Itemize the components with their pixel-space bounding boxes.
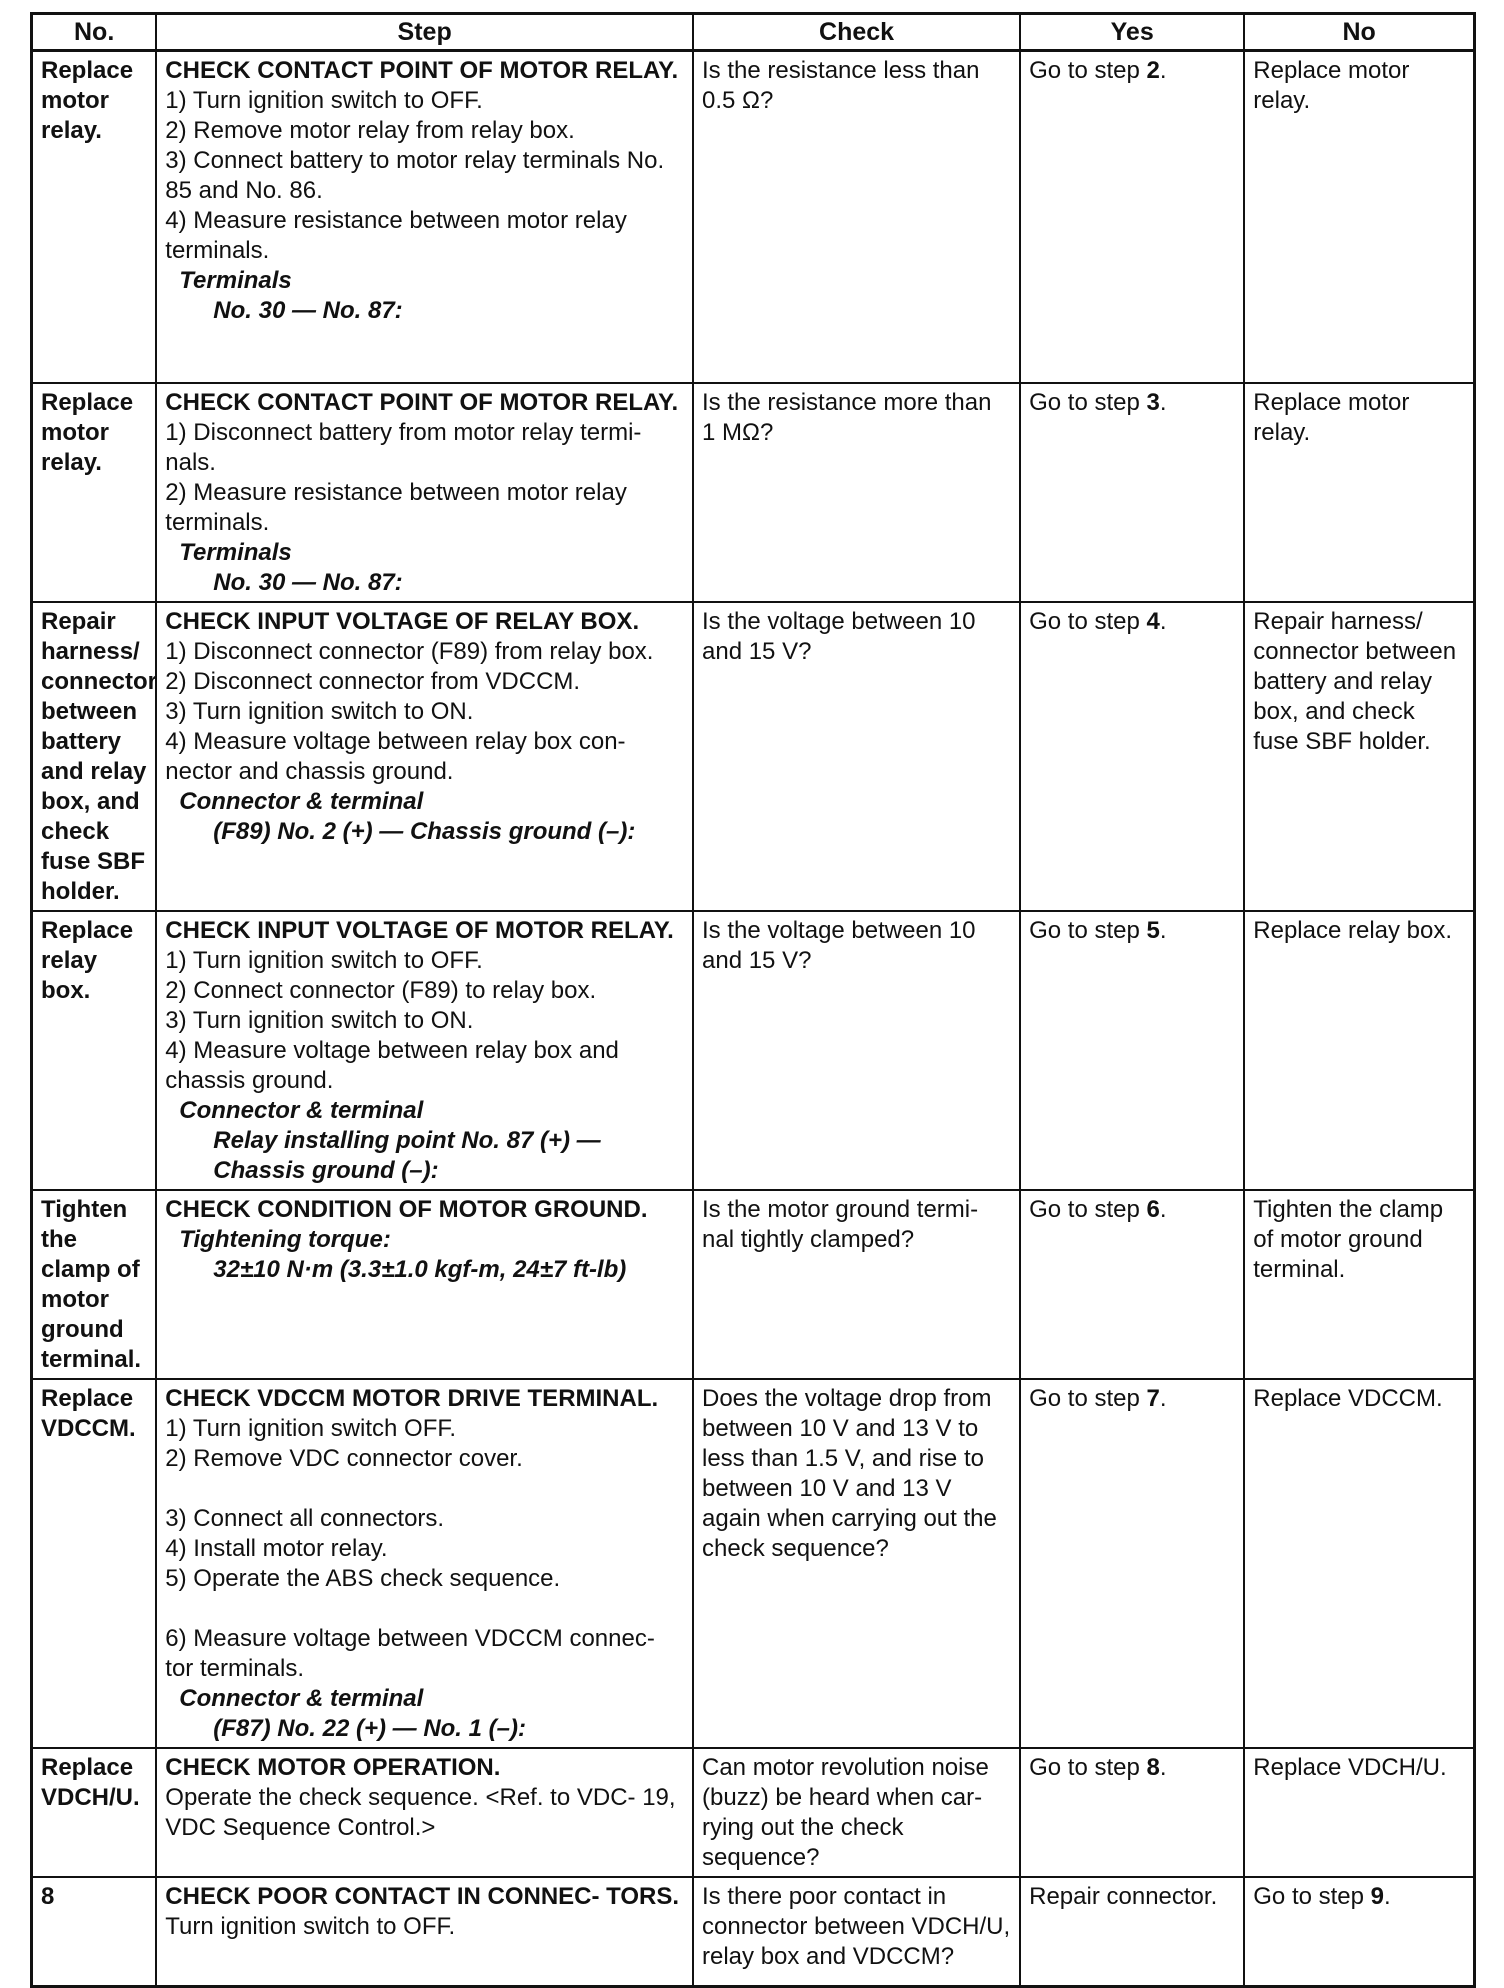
no-cell: [1244, 1379, 1474, 1748]
yes-prefix: Go to step: [1029, 57, 1147, 84]
table-body: [32, 51, 1475, 1987]
yes-prefix: Go to step: [1029, 388, 1147, 416]
step-number: Tighten the clamp of motor ground terminal.: [32, 1190, 157, 1379]
spec-value: Chassis ground (–):: [213, 1156, 439, 1184]
step-number: Replace VDCCM.: [32, 1379, 157, 1748]
step-instruction: 4) Install motor relay.: [165, 1534, 388, 1562]
step-title: CHECK CONTACT POINT OF MOTOR RELAY.: [165, 57, 679, 84]
yes-suffix: .: [1159, 916, 1167, 944]
table-row: [32, 911, 1475, 1190]
yes-step-number: 6: [1146, 1195, 1160, 1223]
spec-value: (F87) No. 22 (+) — No. 1 (–):: [213, 1714, 526, 1742]
spec-label: Terminals: [179, 538, 292, 566]
check-cell: Is the resistance more than 1 MΩ?: [693, 383, 1020, 602]
step-instruction: 3) Turn ignition switch to ON.: [165, 1006, 474, 1034]
yes-suffix: .: [1159, 388, 1167, 416]
step-number: 8: [32, 1877, 157, 1987]
no-cell: [1244, 1748, 1474, 1877]
step-title: CHECK INPUT VOLTAGE OF MOTOR RELAY.: [165, 916, 674, 944]
no-cell: [1244, 911, 1474, 1190]
no-action: Replace motor relay.: [1253, 388, 1410, 446]
check-cell: Does the voltage drop from between 10 V and 13 V to less than 1.5 V, and rise to between 10 V and 13 V again when carrying out the check sequence?: [693, 1379, 1020, 1748]
no-action: Tighten the clamp of motor ground terminal.: [1253, 1195, 1444, 1283]
yes-prefix: Go to step: [1029, 1195, 1147, 1223]
step-number: Replace relay box.: [32, 911, 157, 1190]
step-title: CHECK POOR CONTACT IN CONNEC- TORS.: [165, 1882, 680, 1910]
yes-cell: [1020, 383, 1244, 602]
no-cell: [1244, 1190, 1474, 1379]
step-title: CHECK MOTOR OPERATION.: [165, 1753, 501, 1781]
yes-step-number: 5: [1146, 916, 1160, 944]
step-instruction: 1) Disconnect connector (F89) from relay box.: [165, 637, 654, 665]
no-action: Repair harness/ connector between battery and relay box, and check fuse SBF holder.: [1253, 607, 1457, 755]
no-prefix: Go to step: [1253, 1882, 1371, 1910]
step-cell: [156, 1748, 693, 1877]
table-row: [32, 1877, 1475, 1987]
yes-cell: [1020, 602, 1244, 911]
step-number: Replace VDCH/U.: [32, 1748, 157, 1877]
check-cell: Is the voltage between 10 and 15 V?: [693, 911, 1020, 1190]
check-cell: Is there poor contact in connector between VDCH/U, relay box and VDCCM?: [693, 1877, 1020, 1987]
step-instruction: 1) Turn ignition switch to OFF.: [165, 87, 483, 114]
spec-label: Tightening torque:: [179, 1225, 391, 1253]
no-action: Replace motor relay.: [1253, 57, 1410, 114]
step-instruction: 2) Remove motor relay from relay box.: [165, 117, 575, 144]
step-cell: [156, 1190, 693, 1379]
spec-label: Terminals: [179, 267, 292, 294]
no-action: Replace VDCCM.: [1253, 1384, 1443, 1412]
check-cell: Can motor revolution noise (buzz) be heard when car- rying out the check sequence?: [693, 1748, 1020, 1877]
step-number: Replace motor relay.: [32, 51, 157, 383]
spec-value: Relay installing point No. 87 (+) —: [213, 1126, 601, 1154]
spec-label: Connector & terminal: [179, 1096, 424, 1124]
table-row: [32, 602, 1475, 911]
step-instruction: 2) Connect connector (F89) to relay box.: [165, 976, 597, 1004]
step-cell: [156, 51, 693, 383]
step-instruction: 2) Measure resistance between motor relay terminals.: [165, 478, 627, 536]
no-action: Replace relay box.: [1253, 916, 1453, 944]
yes-step-number: 8: [1146, 1753, 1160, 1781]
step-instruction: 5) Operate the ABS check sequence.: [165, 1564, 561, 1592]
header-no-result: No: [1244, 14, 1474, 51]
no-suffix: .: [1384, 1882, 1391, 1910]
no-cell: [1244, 1877, 1474, 1987]
step-instruction: 2) Disconnect connector from VDCCM.: [165, 667, 581, 695]
yes-suffix: .: [1159, 1384, 1167, 1412]
step-instruction: 3) Connect battery to motor relay terminals No. 85 and No. 86.: [165, 147, 665, 204]
step-instruction: Operate the check sequence. <Ref. to VDC- 19, VDC Sequence Control.>: [165, 1783, 676, 1841]
no-cell: [1244, 602, 1474, 911]
table-row: [32, 1379, 1475, 1748]
yes-cell: [1020, 1877, 1244, 1987]
yes-cell: [1020, 1190, 1244, 1379]
spacer: [165, 1474, 684, 1504]
header-row: [32, 14, 1475, 51]
yes-cell: [1020, 1379, 1244, 1748]
yes-prefix: Go to step: [1029, 916, 1147, 944]
step-cell: [156, 1877, 693, 1987]
header-step: Step: [156, 14, 693, 51]
step-title: CHECK CONTACT POINT OF MOTOR RELAY.: [165, 388, 679, 416]
yes-prefix: Go to step: [1029, 1384, 1147, 1412]
yes-suffix: .: [1159, 607, 1167, 635]
yes-step-number: 3: [1146, 388, 1160, 416]
yes-step-number: 2: [1146, 57, 1160, 84]
step-instruction: 1) Turn ignition switch OFF.: [165, 1414, 457, 1442]
step-instruction: 1) Turn ignition switch to OFF.: [165, 946, 483, 974]
spec-label: Connector & terminal: [179, 787, 424, 815]
yes-suffix: .: [1159, 1753, 1167, 1781]
yes-step-number: 7: [1146, 1384, 1160, 1412]
yes-action: Repair connector.: [1029, 1882, 1218, 1910]
spec-value: (F89) No. 2 (+) — Chassis ground (–):: [213, 817, 636, 845]
step-instruction: 4) Measure voltage between relay box con- nector and chassis ground.: [165, 727, 626, 785]
table-row: [32, 1748, 1475, 1877]
step-instruction: 3) Turn ignition switch to ON.: [165, 697, 474, 725]
check-cell: Is the resistance less than 0.5 Ω?: [693, 51, 1020, 383]
no-cell: [1244, 383, 1474, 602]
step-title: CHECK CONDITION OF MOTOR GROUND.: [165, 1195, 648, 1223]
spec-label: Connector & terminal: [179, 1684, 424, 1712]
diagnostic-sheet: [30, 12, 1476, 1988]
step-number: Replace motor relay.: [32, 383, 157, 602]
yes-step-number: 4: [1146, 607, 1160, 635]
spacer: [165, 1594, 684, 1624]
step-title: CHECK VDCCM MOTOR DRIVE TERMINAL.: [165, 1384, 659, 1412]
yes-suffix: .: [1159, 1195, 1167, 1223]
yes-cell: [1020, 911, 1244, 1190]
step-cell: [156, 602, 693, 911]
table-row: [32, 1190, 1475, 1379]
header-no: No.: [32, 14, 157, 51]
yes-prefix: Go to step: [1029, 1753, 1147, 1781]
no-cell: [1244, 51, 1474, 383]
step-cell: [156, 911, 693, 1190]
yes-cell: [1020, 51, 1244, 383]
table-row: [32, 383, 1475, 602]
step-cell: [156, 1379, 693, 1748]
step-instruction: 6) Measure voltage between VDCCM connec- tor terminals.: [165, 1624, 655, 1682]
step-instruction: 3) Connect all connectors.: [165, 1504, 445, 1532]
check-cell: Is the motor ground termi- nal tightly clamped?: [693, 1190, 1020, 1379]
step-number: Repair harness/ connector between battery and relay box, and check fuse SBF holder.: [32, 602, 157, 911]
spec-value: No. 30 — No. 87:: [213, 297, 403, 324]
step-title: CHECK INPUT VOLTAGE OF RELAY BOX.: [165, 607, 640, 635]
step-instruction: 4) Measure voltage between relay box and chassis ground.: [165, 1036, 619, 1094]
yes-prefix: Go to step: [1029, 607, 1147, 635]
no-step-number: 9: [1370, 1882, 1385, 1910]
header-yes: Yes: [1020, 14, 1244, 51]
step-instruction: Turn ignition switch to OFF.: [165, 1912, 456, 1940]
yes-cell: [1020, 1748, 1244, 1877]
step-instruction: 2) Remove VDC connector cover.: [165, 1444, 523, 1472]
step-instruction: 1) Disconnect battery from motor relay termi- nals.: [165, 418, 642, 476]
spec-value: No. 30 — No. 87:: [213, 568, 403, 596]
step-cell: [156, 383, 693, 602]
yes-suffix: .: [1159, 57, 1167, 84]
table-row: [32, 51, 1475, 383]
check-cell: Is the voltage between 10 and 15 V?: [693, 602, 1020, 911]
diagnostic-table: [30, 12, 1476, 1988]
spec-value: 32±10 N·m (3.3±1.0 kgf-m, 24±7 ft-lb): [213, 1255, 627, 1283]
header-check: Check: [693, 14, 1020, 51]
step-instruction: 4) Measure resistance between motor relay terminals.: [165, 207, 627, 264]
no-action: Replace VDCH/U.: [1253, 1753, 1447, 1781]
